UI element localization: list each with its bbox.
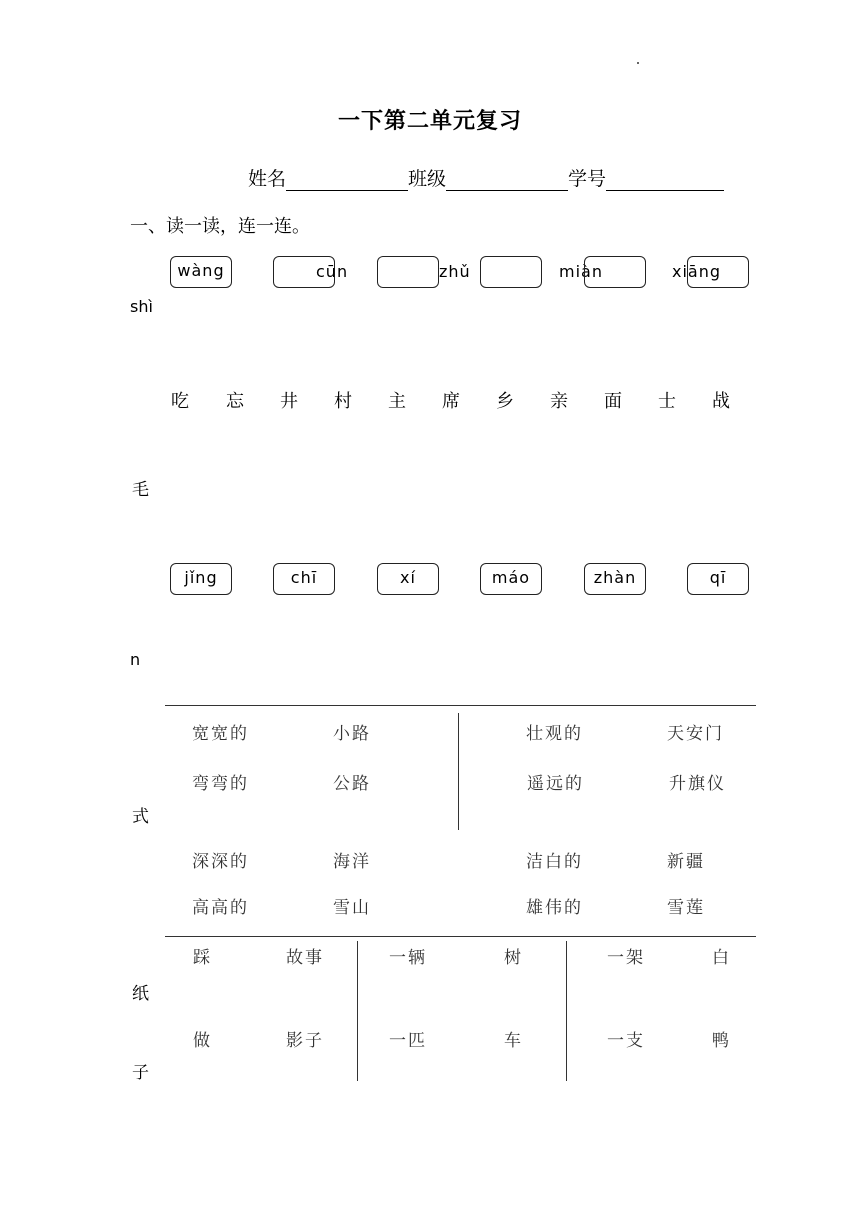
hanzi: 忘 — [226, 391, 244, 412]
pinyin-label: jǐng — [184, 568, 218, 587]
measure-word: 一支 — [607, 1031, 645, 1051]
pinyin-label: xí — [400, 568, 416, 587]
pinyin-label: xiāng — [672, 262, 722, 281]
noun-word: 海洋 — [333, 852, 371, 872]
pinyin-label: wàng — [177, 261, 225, 280]
stray-text: 毛 — [132, 480, 149, 500]
adjective-word: 壮观的 — [526, 724, 583, 744]
name-blank[interactable] — [286, 170, 408, 191]
measure-word: 一辆 — [389, 948, 427, 968]
pinyin-label: miàn — [559, 262, 603, 281]
noun-word: 新疆 — [667, 852, 705, 872]
pinyin-box[interactable] — [480, 256, 542, 288]
hanzi: 面 — [604, 391, 622, 412]
divider-line — [165, 936, 756, 937]
hanzi: 亲 — [550, 391, 568, 412]
pinyin-label: cūn — [316, 262, 349, 281]
hanzi: 乡 — [496, 391, 514, 412]
stray-text: 纸 — [132, 984, 149, 1004]
noun-word: 天安门 — [667, 724, 724, 744]
stray-text: 式 — [132, 807, 149, 827]
hanzi: 战 — [712, 391, 730, 412]
noun-word: 雪山 — [333, 898, 371, 918]
hanzi: 主 — [388, 391, 406, 412]
noun-word: 车 — [504, 1031, 523, 1051]
pinyin-label: zhǔ — [439, 262, 471, 281]
pinyin-label: chī — [290, 568, 318, 587]
class-blank[interactable] — [446, 170, 568, 191]
measure-word: 一架 — [607, 948, 645, 968]
stray-text: shì — [130, 297, 153, 316]
number-blank[interactable] — [606, 170, 724, 191]
pinyin-label: máo — [491, 568, 531, 587]
name-label: 姓名 — [248, 168, 287, 190]
adjective-word: 雄伟的 — [526, 898, 583, 918]
noun-word: 公路 — [333, 774, 371, 794]
adjective-word: 弯弯的 — [192, 774, 249, 794]
hanzi: 吃 — [171, 391, 189, 412]
corner-dot — [637, 62, 639, 64]
verb-word: 做 — [193, 1031, 212, 1051]
adjective-word: 宽宽的 — [192, 724, 249, 744]
hanzi: 井 — [280, 391, 298, 412]
pinyin-label: qī — [709, 568, 727, 587]
class-label: 班级 — [408, 168, 447, 190]
noun-word: 故事 — [286, 948, 324, 968]
measure-word: 一匹 — [389, 1031, 427, 1051]
pinyin-label: zhàn — [593, 568, 637, 587]
hanzi: 村 — [334, 391, 352, 412]
stray-text: n — [130, 650, 141, 669]
pinyin-box[interactable] — [377, 256, 439, 288]
noun-word: 升旗仪 — [669, 774, 726, 794]
section-1-heading: 一、读一读，连一连。 — [130, 216, 310, 237]
divider-line-vertical — [357, 941, 358, 1081]
noun-word: 影子 — [286, 1031, 324, 1051]
number-label: 学号 — [568, 168, 607, 190]
stray-text: 子 — [132, 1063, 149, 1083]
noun-word: 雪莲 — [667, 898, 705, 918]
divider-line-vertical — [458, 713, 459, 830]
noun-word: 白 — [712, 948, 731, 968]
adjective-word: 高高的 — [192, 898, 249, 918]
verb-word: 踩 — [193, 948, 212, 968]
student-info-row — [248, 164, 724, 191]
adjective-word: 遥远的 — [527, 774, 584, 794]
page-title: 一下第二单元复习 — [337, 109, 522, 134]
pinyin-box[interactable] — [584, 256, 646, 288]
divider-line-vertical — [566, 941, 567, 1081]
adjective-word: 洁白的 — [526, 852, 583, 872]
noun-word: 树 — [504, 948, 523, 968]
hanzi: 士 — [658, 391, 676, 412]
noun-word: 鸭 — [712, 1031, 731, 1051]
noun-word: 小路 — [333, 724, 371, 744]
hanzi: 席 — [442, 391, 460, 412]
adjective-word: 深深的 — [192, 852, 249, 872]
divider-line — [165, 705, 756, 706]
